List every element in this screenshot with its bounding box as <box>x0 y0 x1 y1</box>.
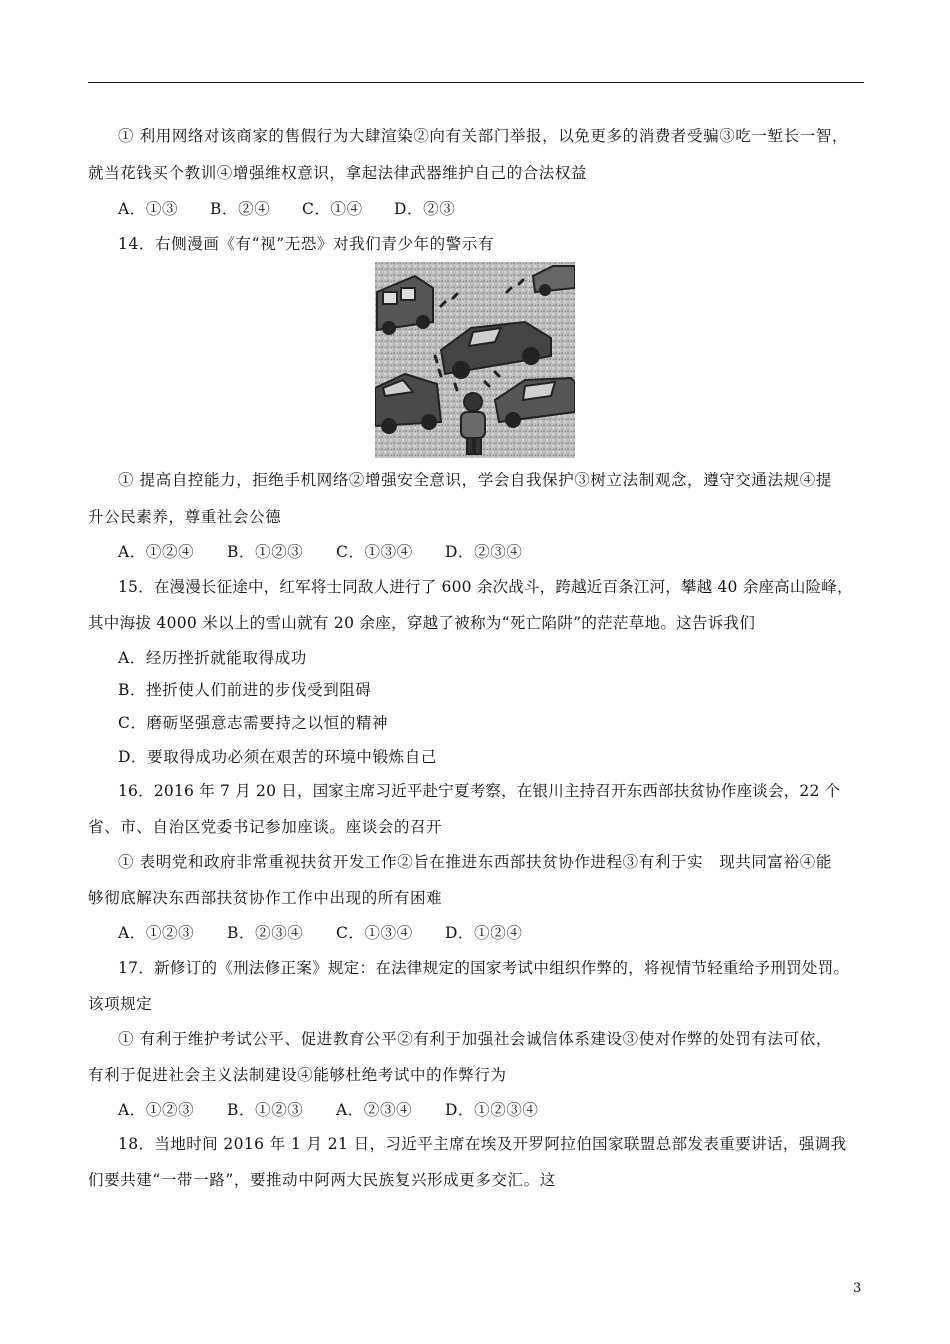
q16-options <box>118 923 522 943</box>
q13-option-a[interactable]: A．①③ <box>118 200 179 218</box>
q13-option-c[interactable]: C．①④ <box>302 200 363 218</box>
q17-option-b[interactable]: B．①②③ <box>227 1101 304 1119</box>
q17-stem-line-2: 该项规定 <box>88 995 153 1013</box>
page-number: 3 <box>853 1281 862 1296</box>
q16-choices-line-2: 够彻底解决东西部扶贫协作工作中出现的所有困难 <box>88 889 443 907</box>
q18-stem-line-1: 18．当地时间 2016 年 1 月 21 日，习近平主席在埃及开罗阿拉伯国家联盟总部发表重要讲话，强调我 <box>118 1135 847 1153</box>
cartoon-illustration <box>375 262 575 458</box>
q17-choices-line-1: ① 有利于维护考试公平、促进教育公平②有利于加强社会诚信体系建设③使对作弊的处罚有法可依， <box>118 1030 832 1048</box>
q15-stem-line-2: 其中海拔 4000 米以上的雪山就有 20 余座，穿越了被称为“死亡陷阱”的茫茫草地。这告诉我们 <box>88 614 756 632</box>
q16-stem-line-2: 省、市、自治区党委书记参加座谈。座谈会的召开 <box>88 818 443 836</box>
q17-stem-line-1: 17．新修订的《刑法修正案》规定：在法律规定的国家考试中组织作弊的，将视情节轻重给予刑罚处罚。 <box>118 959 850 977</box>
q16-stem-line-1: 16．2016 年 7 月 20 日，国家主席习近平赴宁夏考察，在银川主持召开东西部扶贫协作座谈会，22 个 <box>118 782 841 800</box>
q17-option-d[interactable]: D．①②③④ <box>445 1101 539 1119</box>
q13-option-b[interactable]: B．②④ <box>210 200 271 218</box>
q16-option-d[interactable]: D．①②④ <box>445 924 523 942</box>
q16-option-a[interactable]: A．①②③ <box>118 924 195 942</box>
q13-choices-line-1: ① 利用网络对该商家的售假行为大肆渲染②向有关部门举报，以免更多的消费者受骗③吃一堑长一智， <box>118 127 849 145</box>
q14-option-b[interactable]: B．①②③ <box>227 543 304 561</box>
q14-choices-line-2: 升公民素养，尊重社会公德 <box>88 508 282 526</box>
q14-choices-line-1: ① 提高自控能力，拒绝手机网络②增强安全意识，学会自我保护③树立法制观念，遵守交通法规④提 <box>118 471 832 489</box>
q14-stem: 14．右侧漫画《有“视”无恐》对我们青少年的警示有 <box>118 235 495 253</box>
q13-option-d[interactable]: D．②③ <box>394 200 456 218</box>
q17-option-a[interactable]: A．①②③ <box>118 1101 195 1119</box>
q14-option-d[interactable]: D．②③④ <box>445 543 523 561</box>
q15-option-d[interactable]: D．要取得成功必须在艰苦的环境中锻炼自己 <box>118 748 437 766</box>
header-rule <box>88 82 864 83</box>
q15-option-c[interactable]: C．磨砺坚强意志需要持之以恒的精神 <box>118 714 389 732</box>
q14-option-c[interactable]: C．①③④ <box>336 543 413 561</box>
q17-options <box>118 1100 539 1120</box>
q13-choices-line-2: 就当花钱买个教训④增强维权意识，拿起法律武器维护自己的合法权益 <box>88 164 588 182</box>
q16-choices-line-1: ① 表明党和政府非常重视扶贫开发工作②旨在推进东西部扶贫协作进程③有利于实 现共同富裕④能 <box>118 853 832 871</box>
q15-option-a[interactable]: A．经历挫折就能取得成功 <box>118 649 307 667</box>
q15-stem-line-1: 15．在漫漫长征途中，红军将士同敌人进行了 600 余次战斗，跨越近百条江河，攀越 40 余座高山险峰， <box>118 578 853 596</box>
q18-stem-line-2: 们要共建“一带一路”，要推动中阿两大民族复兴形成更多交汇。这 <box>88 1171 556 1189</box>
q14-options <box>118 542 522 562</box>
q17-choices-line-2: 有利于促进社会主义法制建设④能够杜绝考试中的作弊行为 <box>88 1066 507 1084</box>
q14-option-a[interactable]: A．①②④ <box>118 543 195 561</box>
q17-option-c[interactable]: A．②③④ <box>336 1101 413 1119</box>
car-bottom-left <box>375 374 441 433</box>
q13-options <box>118 199 455 219</box>
q16-option-b[interactable]: B．②③④ <box>227 924 304 942</box>
q16-option-c[interactable]: C．①③④ <box>336 924 413 942</box>
q15-option-b[interactable]: B．挫折使人们前进的步伐受到阻碍 <box>118 681 372 699</box>
